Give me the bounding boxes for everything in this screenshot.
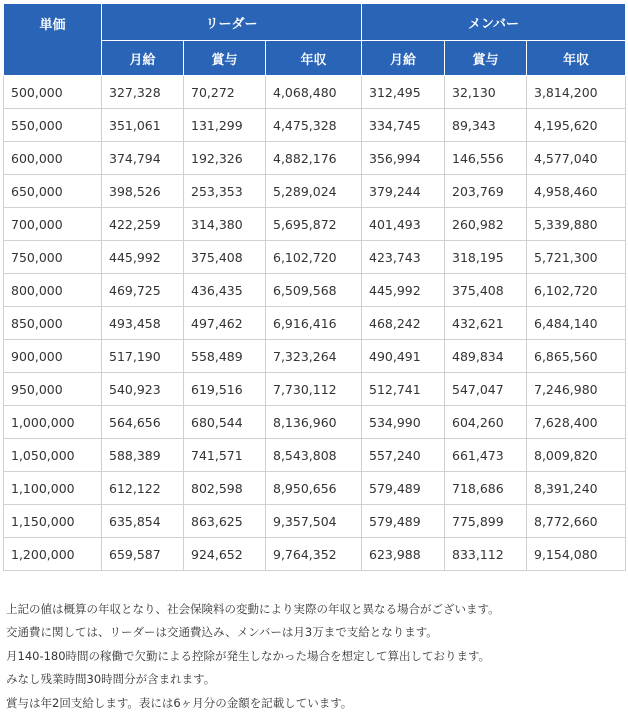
cell-leader-bonus: 314,380 xyxy=(184,208,266,241)
cell-leader-annual: 5,289,024 xyxy=(266,175,362,208)
cell-leader-annual: 7,730,112 xyxy=(266,373,362,406)
cell-member-bonus: 489,834 xyxy=(445,340,527,373)
cell-member-monthly: 623,988 xyxy=(362,538,445,571)
salary-table xyxy=(3,3,626,571)
cell-leader-bonus: 253,353 xyxy=(184,175,266,208)
cell-leader-bonus: 70,272 xyxy=(184,76,266,109)
cell-member-bonus: 203,769 xyxy=(445,175,527,208)
table-row xyxy=(4,505,626,538)
cell-leader-annual: 5,695,872 xyxy=(266,208,362,241)
cell-unit-price: 1,050,000 xyxy=(4,439,102,472)
cell-leader-annual: 4,475,328 xyxy=(266,109,362,142)
cell-member-bonus: 318,195 xyxy=(445,241,527,274)
cell-leader-annual: 8,543,808 xyxy=(266,439,362,472)
cell-unit-price: 1,150,000 xyxy=(4,505,102,538)
cell-member-annual: 9,154,080 xyxy=(527,538,626,571)
cell-leader-bonus: 436,435 xyxy=(184,274,266,307)
cell-leader-monthly: 398,526 xyxy=(102,175,184,208)
cell-unit-price: 700,000 xyxy=(4,208,102,241)
table-row xyxy=(4,340,626,373)
cell-member-monthly: 445,992 xyxy=(362,274,445,307)
cell-leader-monthly: 540,923 xyxy=(102,373,184,406)
table-row xyxy=(4,307,626,340)
note-line: 賞与は年2回支給します。表には6ヶ月分の金額を記載しています。 xyxy=(6,695,353,710)
cell-leader-monthly: 612,122 xyxy=(102,472,184,505)
cell-member-annual: 8,391,240 xyxy=(527,472,626,505)
cell-leader-monthly: 564,656 xyxy=(102,406,184,439)
header-leader-monthly: 月給 xyxy=(102,41,184,76)
cell-member-bonus: 375,408 xyxy=(445,274,527,307)
note-line: 上記の値は概算の年収となり、社会保険料の変動により実際の年収と異なる場合がございます。 xyxy=(6,602,500,616)
header-leader-bonus: 賞与 xyxy=(184,41,266,76)
cell-leader-monthly: 374,794 xyxy=(102,142,184,175)
cell-member-annual: 7,246,980 xyxy=(527,373,626,406)
cell-unit-price: 1,100,000 xyxy=(4,472,102,505)
cell-member-bonus: 432,621 xyxy=(445,307,527,340)
cell-leader-monthly: 659,587 xyxy=(102,538,184,571)
cell-member-monthly: 579,489 xyxy=(362,472,445,505)
table-row xyxy=(4,76,626,109)
cell-unit-price: 650,000 xyxy=(4,175,102,208)
table-row xyxy=(4,241,626,274)
header-member-annual: 年収 xyxy=(527,41,626,76)
cell-leader-bonus: 497,462 xyxy=(184,307,266,340)
cell-member-bonus: 775,899 xyxy=(445,505,527,538)
table-row xyxy=(4,538,626,571)
cell-member-monthly: 534,990 xyxy=(362,406,445,439)
table-row xyxy=(4,439,626,472)
cell-member-annual: 7,628,400 xyxy=(527,406,626,439)
cell-leader-annual: 8,950,656 xyxy=(266,472,362,505)
cell-member-annual: 4,958,460 xyxy=(527,175,626,208)
cell-unit-price: 900,000 xyxy=(4,340,102,373)
table-row xyxy=(4,142,626,175)
cell-member-bonus: 604,260 xyxy=(445,406,527,439)
cell-member-monthly: 401,493 xyxy=(362,208,445,241)
cell-leader-monthly: 588,389 xyxy=(102,439,184,472)
cell-leader-annual: 7,323,264 xyxy=(266,340,362,373)
table-row xyxy=(4,472,626,505)
cell-leader-bonus: 741,571 xyxy=(184,439,266,472)
header-row-group xyxy=(4,4,626,41)
cell-leader-bonus: 680,544 xyxy=(184,406,266,439)
cell-leader-monthly: 445,992 xyxy=(102,241,184,274)
cell-member-bonus: 260,982 xyxy=(445,208,527,241)
header-leader: リーダー xyxy=(102,4,362,41)
cell-leader-annual: 8,136,960 xyxy=(266,406,362,439)
cell-member-annual: 6,102,720 xyxy=(527,274,626,307)
cell-leader-annual: 6,509,568 xyxy=(266,274,362,307)
cell-member-bonus: 89,343 xyxy=(445,109,527,142)
note-line: 月140-180時間の稼働で欠勤による控除が発生しなかった場合を想定して算出しております。 xyxy=(6,648,491,663)
cell-leader-annual: 9,764,352 xyxy=(266,538,362,571)
header-leader-annual: 年収 xyxy=(266,41,362,76)
cell-member-annual: 6,484,140 xyxy=(527,307,626,340)
cell-leader-bonus: 924,652 xyxy=(184,538,266,571)
cell-member-bonus: 833,112 xyxy=(445,538,527,571)
cell-unit-price: 600,000 xyxy=(4,142,102,175)
cell-member-annual: 8,772,660 xyxy=(527,505,626,538)
cell-member-monthly: 512,741 xyxy=(362,373,445,406)
cell-member-annual: 8,009,820 xyxy=(527,439,626,472)
table-row xyxy=(4,109,626,142)
cell-unit-price: 950,000 xyxy=(4,373,102,406)
cell-leader-monthly: 469,725 xyxy=(102,274,184,307)
cell-member-monthly: 312,495 xyxy=(362,76,445,109)
cell-leader-monthly: 517,190 xyxy=(102,340,184,373)
cell-member-monthly: 334,745 xyxy=(362,109,445,142)
header-member: メンバー xyxy=(362,4,626,41)
cell-leader-bonus: 131,299 xyxy=(184,109,266,142)
cell-leader-bonus: 375,408 xyxy=(184,241,266,274)
header-member-bonus: 賞与 xyxy=(445,41,527,76)
salary-table-body xyxy=(4,76,626,571)
cell-leader-annual: 4,068,480 xyxy=(266,76,362,109)
cell-unit-price: 1,200,000 xyxy=(4,538,102,571)
cell-member-annual: 4,195,620 xyxy=(527,109,626,142)
cell-member-bonus: 547,047 xyxy=(445,373,527,406)
table-row xyxy=(4,274,626,307)
cell-member-annual: 3,814,200 xyxy=(527,76,626,109)
cell-leader-annual: 9,357,504 xyxy=(266,505,362,538)
cell-leader-monthly: 493,458 xyxy=(102,307,184,340)
cell-leader-annual: 6,102,720 xyxy=(266,241,362,274)
cell-member-monthly: 379,244 xyxy=(362,175,445,208)
cell-member-monthly: 579,489 xyxy=(362,505,445,538)
cell-member-bonus: 146,556 xyxy=(445,142,527,175)
table-row xyxy=(4,406,626,439)
cell-member-monthly: 423,743 xyxy=(362,241,445,274)
cell-member-annual: 6,865,560 xyxy=(527,340,626,373)
cell-leader-monthly: 327,328 xyxy=(102,76,184,109)
cell-unit-price: 850,000 xyxy=(4,307,102,340)
cell-unit-price: 800,000 xyxy=(4,274,102,307)
notes xyxy=(6,598,624,715)
note-line: みなし残業時間30時間分が含まれます。 xyxy=(6,672,216,687)
cell-member-monthly: 557,240 xyxy=(362,439,445,472)
note-line: 交通費に関しては、リーダーは交通費込み、メンバーは月3万まで支給となります。 xyxy=(6,625,438,640)
table-row xyxy=(4,208,626,241)
cell-leader-bonus: 619,516 xyxy=(184,373,266,406)
cell-member-annual: 5,721,300 xyxy=(527,241,626,274)
header-member-monthly: 月給 xyxy=(362,41,445,76)
table-row xyxy=(4,175,626,208)
cell-member-monthly: 468,242 xyxy=(362,307,445,340)
cell-leader-monthly: 351,061 xyxy=(102,109,184,142)
cell-member-monthly: 490,491 xyxy=(362,340,445,373)
table-row xyxy=(4,373,626,406)
cell-leader-bonus: 558,489 xyxy=(184,340,266,373)
cell-member-monthly: 356,994 xyxy=(362,142,445,175)
cell-member-bonus: 661,473 xyxy=(445,439,527,472)
cell-member-annual: 5,339,880 xyxy=(527,208,626,241)
cell-leader-monthly: 422,259 xyxy=(102,208,184,241)
cell-leader-bonus: 802,598 xyxy=(184,472,266,505)
header-unit-price: 単価 xyxy=(4,4,102,76)
cell-member-annual: 4,577,040 xyxy=(527,142,626,175)
cell-member-bonus: 32,130 xyxy=(445,76,527,109)
cell-unit-price: 750,000 xyxy=(4,241,102,274)
cell-unit-price: 500,000 xyxy=(4,76,102,109)
cell-unit-price: 550,000 xyxy=(4,109,102,142)
cell-leader-bonus: 863,625 xyxy=(184,505,266,538)
cell-leader-annual: 6,916,416 xyxy=(266,307,362,340)
cell-member-bonus: 718,686 xyxy=(445,472,527,505)
cell-unit-price: 1,000,000 xyxy=(4,406,102,439)
cell-leader-annual: 4,882,176 xyxy=(266,142,362,175)
cell-leader-bonus: 192,326 xyxy=(184,142,266,175)
cell-leader-monthly: 635,854 xyxy=(102,505,184,538)
